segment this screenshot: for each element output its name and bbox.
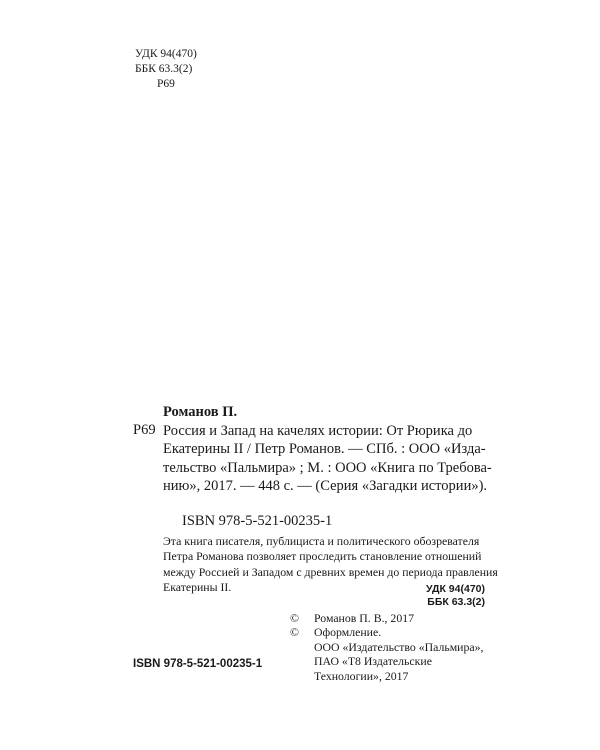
bbk-code: ББК 63.3(2): [427, 595, 485, 608]
copyright-block: [290, 611, 483, 683]
author-sign-code: Р69: [157, 78, 175, 90]
annotation-line: между Россией и Западом с древних времен до периода правления: [163, 564, 498, 579]
record-isbn: ISBN 978-5-521-00235-1: [182, 513, 333, 529]
copyright-icon: ©: [290, 611, 299, 625]
bottom-classification-block: [426, 583, 485, 608]
copyright-text: Романов П. В., 2017: [314, 611, 415, 625]
udk-code: УДК 94(470): [135, 48, 197, 60]
record-line: Россия и Запад на качелях истории: От Рюрика до: [163, 423, 473, 439]
record-index-code: Р69: [133, 422, 156, 438]
annotation-line: Эта книга писателя, публициста и политического обозревателя: [163, 534, 480, 548]
bbk-code: ББК 63.3(2): [135, 63, 193, 75]
top-classification-block: [135, 47, 197, 92]
author-heading: Романов П.: [163, 404, 238, 420]
record-line: нию», 2017. — 448 с. — (Серия «Загадки истории»).: [163, 477, 488, 494]
copyright-text: Технологии», 2017: [314, 668, 409, 683]
annotation-line: Екатерины II.: [163, 580, 232, 595]
copyright-entry: [290, 611, 483, 625]
copyright-text: Оформление.: [314, 625, 382, 640]
record-line: тельство «Пальмира» ; М. : ООО «Книга по Требова-: [163, 459, 492, 476]
copyright-text: ООО «Издательство «Пальмира»,: [314, 639, 484, 654]
copyright-icon: ©: [290, 625, 299, 640]
annotation-line: Петра Романова позволяет проследить становление отношений: [163, 549, 482, 564]
copyright-text: ПАО «Т8 Издательские: [314, 654, 432, 669]
udk-code: УДК 94(470): [426, 583, 485, 595]
isbn-footer: ISBN 978-5-521-00235-1: [133, 658, 263, 670]
bibliographic-record: [163, 422, 493, 495]
record-line: Екатерины II / Петр Романов. — СПб. : ООО «Изда-: [163, 441, 486, 458]
copyright-entry: [290, 625, 483, 639]
